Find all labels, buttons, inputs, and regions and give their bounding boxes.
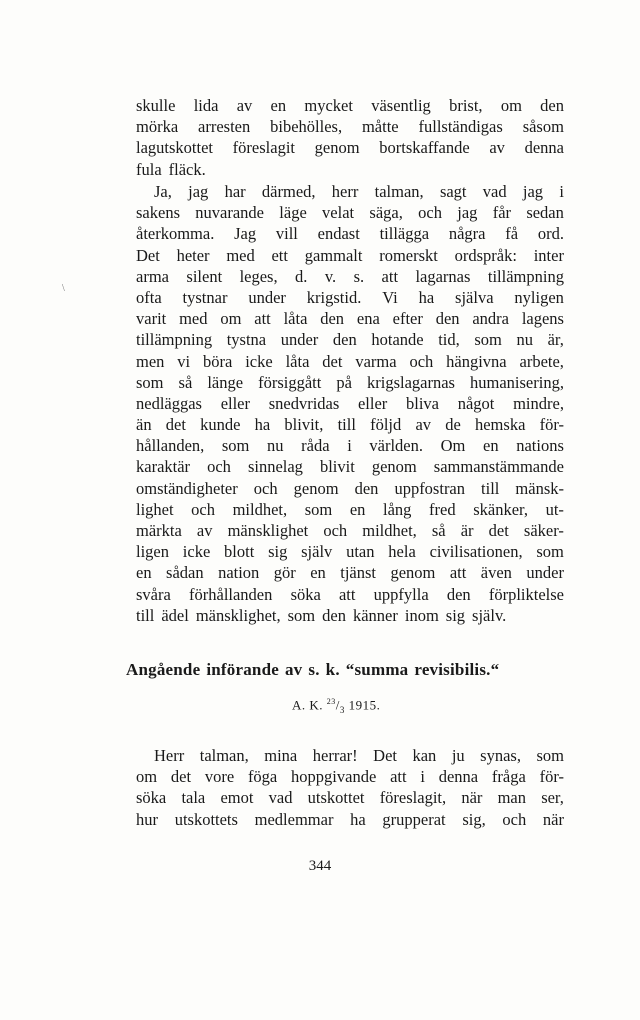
text-line: karaktär och sinnelag blivit genom sammanstämmande xyxy=(136,457,564,477)
text-line: en sådan nation gör en tjänst genom att även under xyxy=(136,563,564,583)
dateline-month: 3 xyxy=(339,704,345,715)
paragraph-1 xyxy=(136,96,564,181)
section-heading: Angående införande av s. k. “summa revisibilis.“ xyxy=(126,660,500,679)
text-line: svåra förhållanden söka att uppfylla den förpliktelse xyxy=(136,584,564,604)
dateline: A. K. $^{23}/_3$ 1915. xyxy=(292,697,381,715)
paragraph-2 xyxy=(136,182,564,627)
text-line: mörka arresten bibehölles, måtte fullständigas såsom xyxy=(136,117,564,137)
paragraph-3 xyxy=(136,746,564,831)
text-line: Ja, jag har därmed, herr talman, sagt vad jag i xyxy=(154,182,564,201)
print-speck: \ xyxy=(62,283,65,294)
text-line: till ädel mänsklighet, som den känner inom sig själv. xyxy=(136,605,507,625)
text-line: ligen icke blott sig själv utan hela civilisationen, som xyxy=(136,542,564,562)
text-line: omständigheter och genom den uppfostran till mänsk- xyxy=(136,478,564,498)
text-line: märkta av mänsklighet och mildhet, så är det säker- xyxy=(136,521,564,540)
text-line: lighet och mildhet, som en lång fred skänker, ut- xyxy=(136,499,564,519)
dateline-year: 1915. xyxy=(348,697,381,713)
text-line: sakens nuvarande läge velat säga, och jag får sedan xyxy=(136,203,564,223)
text-line: varit med om att låta den ena efter den andra lagens xyxy=(136,309,564,329)
text-line: än det kunde ha blivit, till följd av de hemska för- xyxy=(136,415,564,435)
text-line: söka tala emot vad utskottet föreslagit, när man ser, xyxy=(136,788,564,808)
text-line: ofta tystnar under krigstid. Vi ha själva nyligen xyxy=(136,287,564,307)
text-line: hållanden, som nu råda i världen. Om en nations xyxy=(136,436,564,456)
text-line: fula fläck. xyxy=(136,159,206,179)
text-line: men vi böra icke låta det varma och hängivna arbete, xyxy=(136,351,564,371)
dateline-prefix: A. K. xyxy=(292,697,324,713)
text-line: som så länge försiggått på krigslagarnas humanisering, xyxy=(136,372,564,392)
page-number: 344 xyxy=(308,858,332,874)
text-line: hur utskottets medlemmar ha grupperat sig, och när xyxy=(136,809,564,829)
dateline-day: 23 xyxy=(326,697,336,706)
text-line: tillämpning tystna under den hotande tid, som nu är, xyxy=(136,330,564,350)
text-line: Herr talman, mina herrar! Det kan ju synas, som xyxy=(154,746,564,765)
text-line: nedläggas eller snedvridas eller bliva något mindre, xyxy=(136,393,564,413)
text-line: skulle lida av en mycket väsentlig brist, om den xyxy=(136,96,564,115)
text-line: lagutskottet föreslagit genom bortskaffande av denna xyxy=(136,138,564,158)
text-line: om det vore föga hoppgivande att i denna fråga för- xyxy=(136,767,564,787)
text-line: Det heter med ett gammalt romerskt ordspråk: inter xyxy=(136,245,564,265)
text-line: arma silent leges, d. v. s. att lagarnas tillämpning xyxy=(136,266,564,286)
text-line: återkomma. Jag vill endast tillägga några få ord. xyxy=(136,224,564,244)
